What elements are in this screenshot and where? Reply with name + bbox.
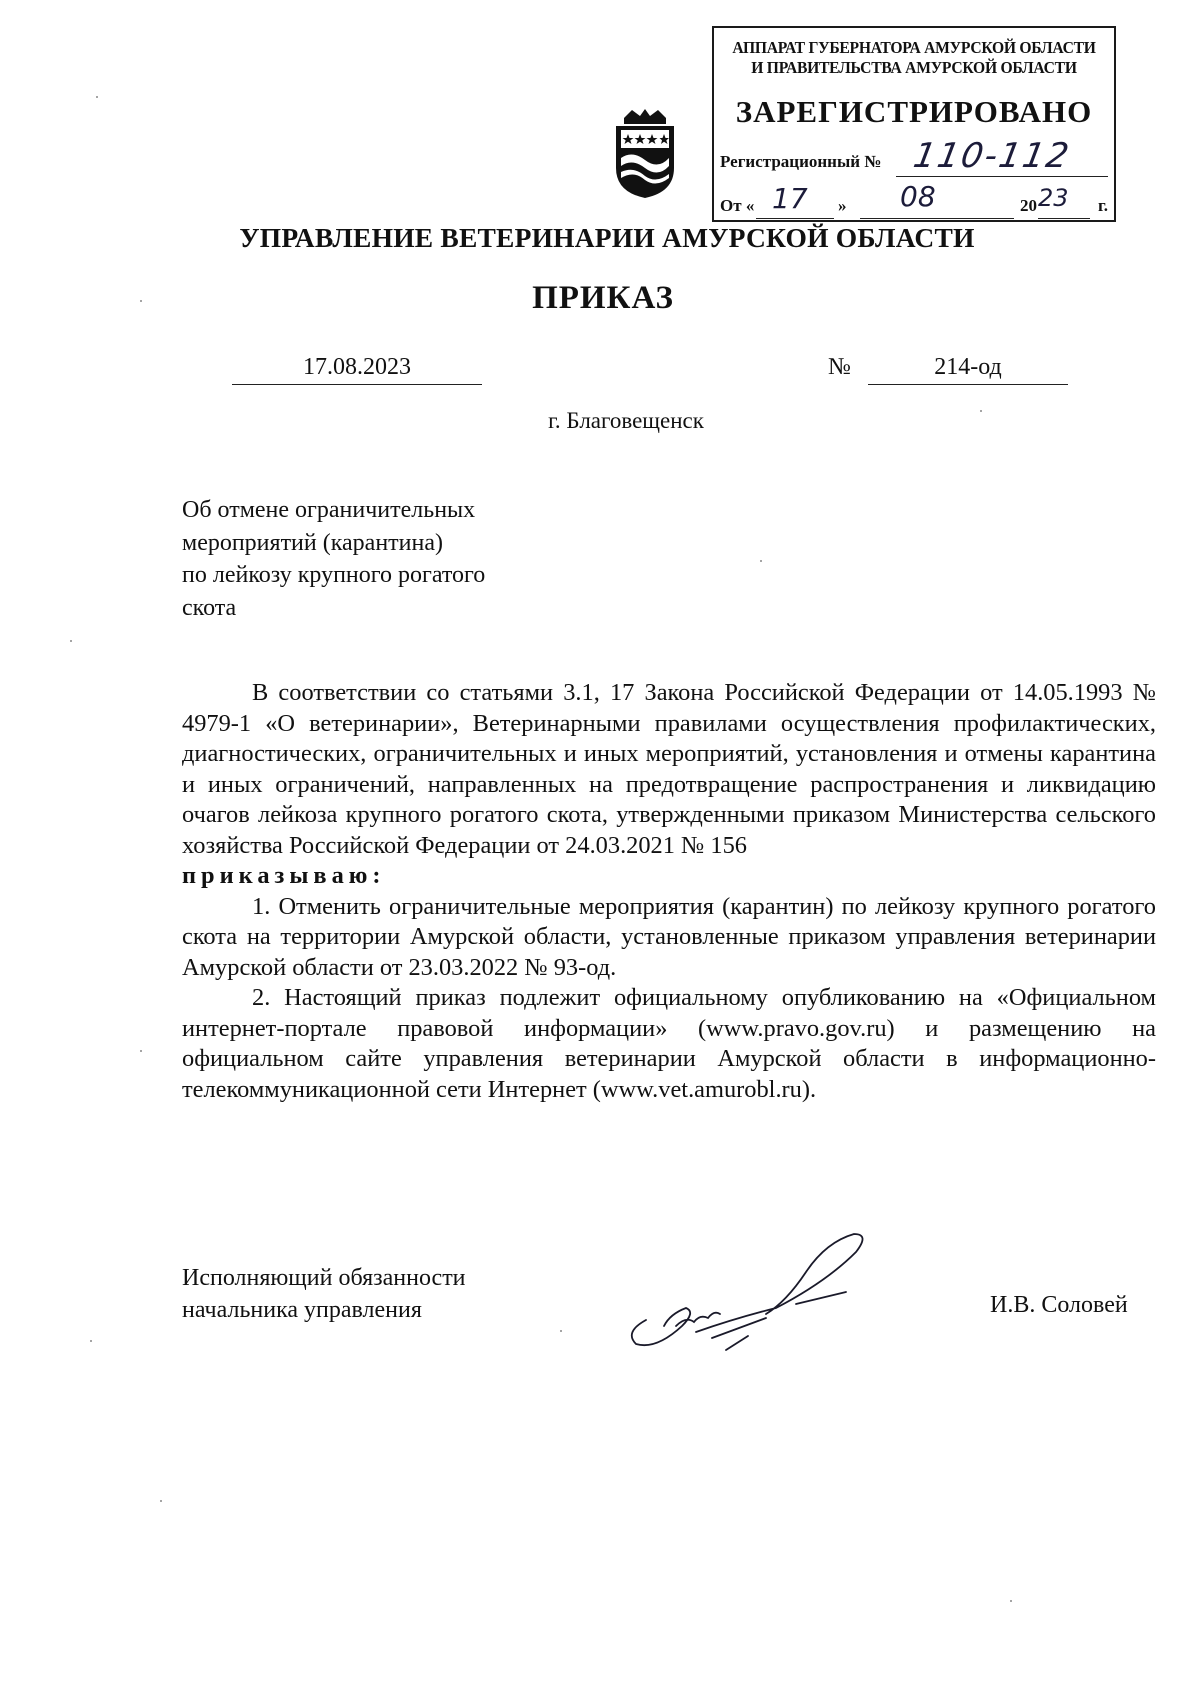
order-date: 17.08.2023: [232, 354, 482, 385]
stamp-org-line1: АППАРАТ ГУБЕРНАТОРА АМУРСКОЙ ОБЛАСТИ: [732, 38, 1096, 57]
handwritten-signature: [616, 1222, 896, 1362]
city: г. Благовещенск: [548, 408, 704, 433]
stamp-reg-number-underline: [896, 176, 1108, 177]
subject-line: Об отмене ограничительных: [182, 497, 476, 523]
stamp-date-month: 08: [900, 180, 936, 213]
stamp-date-year-unit: г.: [1097, 196, 1108, 215]
stamp-organization: [730, 38, 1098, 78]
scan-speck: [140, 1050, 142, 1052]
scan-speck: [160, 1500, 162, 1502]
signatory-title-line2: начальника управления: [182, 1297, 422, 1323]
order-word: приказываю:: [182, 862, 386, 889]
stamp-org-line2: И ПРАВИТЕЛЬСТВА АМУРСКОЙ ОБЛАСТИ: [751, 58, 1077, 77]
document-type: ПРИКАЗ: [532, 280, 674, 316]
signatory-title: [182, 1262, 466, 1326]
stamp-date-row: [720, 180, 1108, 220]
subject-line: скота: [182, 594, 237, 621]
stamp-date-day: 17: [772, 182, 808, 215]
stamp-date-prefix: От «: [720, 196, 755, 215]
stamp-registered-label: ЗАРЕГИСТРИРОВАНО: [735, 94, 1093, 129]
stamp-reg-number-label: Регистрационный №: [720, 152, 882, 171]
order-item-1: 1. Отменить ограничительные мероприятия (карантин) по лейкозу крупного рогатого скота на территории Амурской области, установленные приказом управления ветеринарии Амурской области от 23.03.2022 № 93-од.: [182, 892, 1156, 981]
stamp-day-underline: [756, 218, 834, 219]
scan-speck: [96, 96, 98, 98]
scan-speck: [560, 1330, 562, 1332]
order-subject: [182, 494, 582, 624]
order-number: 214-од: [868, 354, 1068, 385]
order-body: [182, 678, 1156, 1105]
signatory-name: И.В. Соловей: [990, 1292, 1128, 1318]
preamble-paragraph: В соответствии со статьями 3.1, 17 Закона Российской Федерации от 14.05.1993 № 4979-1 «О ветеринарии», Ветеринарными правилами осуществления профилактических, диагностических, ограничительных и иных мероприятий, установления и отмены карантина и иных ограничений, направленных на предотвращение распространения и ликвидацию очагов лейкоза крупного рогатого скота, утвержденными приказом Министерства сельского хозяйства Российской Федерации от 24.03.2021 № 156: [182, 679, 1156, 859]
scan-speck: [70, 640, 72, 642]
stamp-date-year-suffix: 23: [1038, 184, 1069, 212]
stamp-reg-number-value: 110-112: [910, 136, 1074, 176]
scan-speck: [980, 410, 982, 412]
stamp-month-underline: [860, 218, 1014, 219]
organization-title: УПРАВЛЕНИЕ ВЕТЕРИНАРИИ АМУРСКОЙ ОБЛАСТИ: [239, 222, 975, 253]
subject-line: по лейкозу крупного рогатого: [182, 562, 486, 588]
signatory-title-line1: Исполняющий обязанности: [182, 1265, 466, 1291]
scan-speck: [140, 300, 142, 302]
registration-stamp: [712, 26, 1116, 222]
scan-speck: [90, 1340, 92, 1342]
coat-of-arms-icon: [610, 108, 680, 200]
scan-speck: [760, 560, 762, 562]
subject-line: мероприятий (карантина): [182, 529, 443, 556]
stamp-year-underline: [1038, 218, 1090, 219]
stamp-date-year-prefix: 20: [1020, 196, 1037, 215]
number-sign: №: [828, 354, 851, 380]
scan-speck: [1010, 1600, 1012, 1602]
order-item-2: 2. Настоящий приказ подлежит официальному опубликованию на «Официальном интернет-портале правовой информации» (www.pravo.gov.ru) и размещению на официальном сайте управления ветеринарии Амурской области в информационно-телекоммуникационной сети Интернет (www.vet.amurobl.ru).: [182, 984, 1156, 1103]
stamp-date-quote-close: »: [838, 196, 847, 215]
